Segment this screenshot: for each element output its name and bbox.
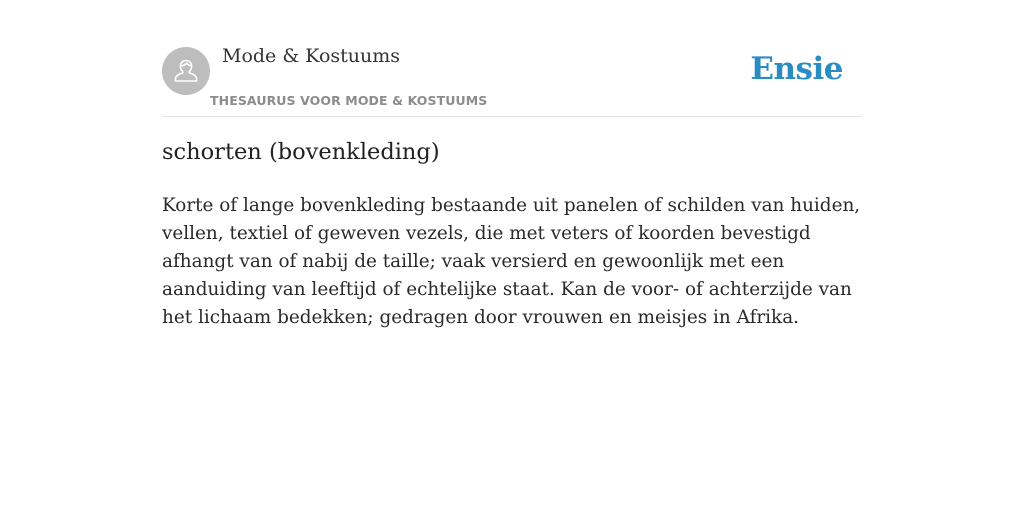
ensie-logo[interactable]: Ensie (750, 51, 843, 87)
user-silhouette-icon (171, 56, 201, 86)
term-definition: Korte of lange bovenkleding bestaande uit panelen of schilden van huiden, vellen, textiel of geweven vezels, die met veters of koorden bevestigd afhangt van of nabij de taille; vaak versierd en gewoonlijk met een aanduiding van leeftijd of echtelijke staat. Kan de voor- of achterzijde van het lichaam bedekken; gedragen door vrouwen en meisjes in Afrika. (162, 195, 861, 328)
avatar[interactable] (162, 47, 210, 95)
header (162, 0, 862, 117)
term-title: schorten (bovenkleding) (162, 139, 440, 165)
thesaurus-link[interactable]: THESAURUS VOOR MODE & KOSTUUMS (210, 93, 488, 108)
author-name[interactable]: Mode & Kostuums (222, 45, 401, 67)
